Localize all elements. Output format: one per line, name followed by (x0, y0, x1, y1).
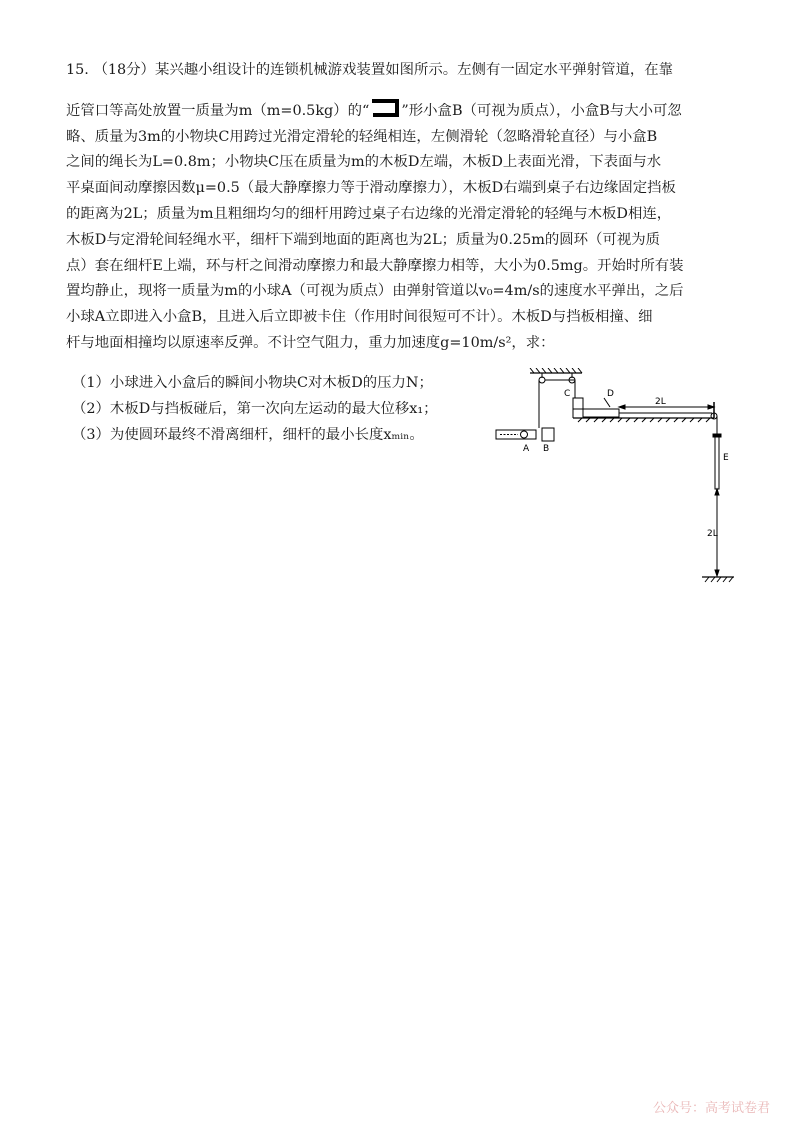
label-c: C (564, 389, 571, 399)
problem-line-9: 置均静止，现将一质量为m的小球A（可视为质点）由弹射管道以v₀=4m/s的速度水平弹出，之后 (66, 283, 684, 300)
board-d (583, 409, 619, 417)
ring (713, 434, 721, 437)
rod-e (715, 434, 719, 489)
block-c (573, 398, 583, 409)
problem-points: （18分） (93, 62, 155, 78)
question-1: （1）小球进入小盒后的瞬间小物块C对木板D的压力N； (72, 375, 433, 391)
problem-line-7: 木板D与定滑轮间轻绳水平，细杆下端到地面的距离也为2L；质量为0.25m的圆环（可视为质 (66, 231, 661, 248)
box-shape-icon (370, 98, 400, 117)
question-2: （2）木板D与挡板碰后，第一次向左运动的最大位移x₁； (72, 401, 438, 417)
apparatus-diagram (490, 368, 760, 593)
label-dist-top: 2L (655, 397, 666, 407)
problem-line-5: 平桌面间动摩擦因数μ=0.5（最大静摩擦力等于滑动摩擦力），木板D右端到桌子右边缘固定挡板 (66, 180, 676, 197)
problem-number: 15. (66, 62, 89, 78)
problem-line-2: 近管口等高处放置一质量为m（m=0.5kg）的“ ”形小盒B（可视为质点），小盒B与大小可忽 (66, 98, 756, 125)
ball-a (521, 431, 528, 438)
problem-line-8: 点）套在细杆E上端，环与杆之间滑动摩擦力和最大静摩擦力相等，大小为0.5mg。开始时所有装 (66, 257, 684, 274)
problem-line-11: 杆与地面相撞均以原速率反弹。不计空气阻力，重力加速度g=10m/s²，求： (66, 334, 555, 351)
box-b (542, 428, 554, 441)
problem-line-10: 小球A立即进入小盒B，且进入后立即被卡住（作用时间很短可不计）。木板D与挡板相撞、细 (66, 309, 653, 326)
problem-line-4: 之间的绳长为L=0.8m；小物块C压在质量为m的木板D左端，木板D上表面光滑，下表面与水 (66, 154, 662, 171)
question-3: （3）为使圆环最终不滑离细杆，细杆的最小长度xₘᵢₙ。 (72, 427, 424, 443)
label-d: D (607, 389, 614, 399)
problem-line-3: 略、质量为3m的小物块C用跨过光滑定滑轮的轻绳相连，左侧滑轮（忽略滑轮直径）与小盒B (66, 128, 658, 145)
problem-line-1: 15. （18分）某兴趣小组设计的连锁机械游戏装置如图所示。左侧有一固定水平弹射管道，在靠 (66, 62, 674, 78)
watermark: 公众号：高考试卷君 (652, 1101, 770, 1116)
label-b: B (543, 444, 550, 454)
label-dist-bottom: 2L (707, 529, 718, 539)
problem-line-6: 的距离为2L；质量为m且粗细均匀的细杆用跨过桌子右边缘的光滑定滑轮的轻绳与木板D相连， (66, 205, 672, 222)
label-e: E (723, 453, 729, 463)
question-list (72, 370, 502, 448)
problem-statement (66, 58, 756, 357)
label-a: A (523, 444, 530, 454)
